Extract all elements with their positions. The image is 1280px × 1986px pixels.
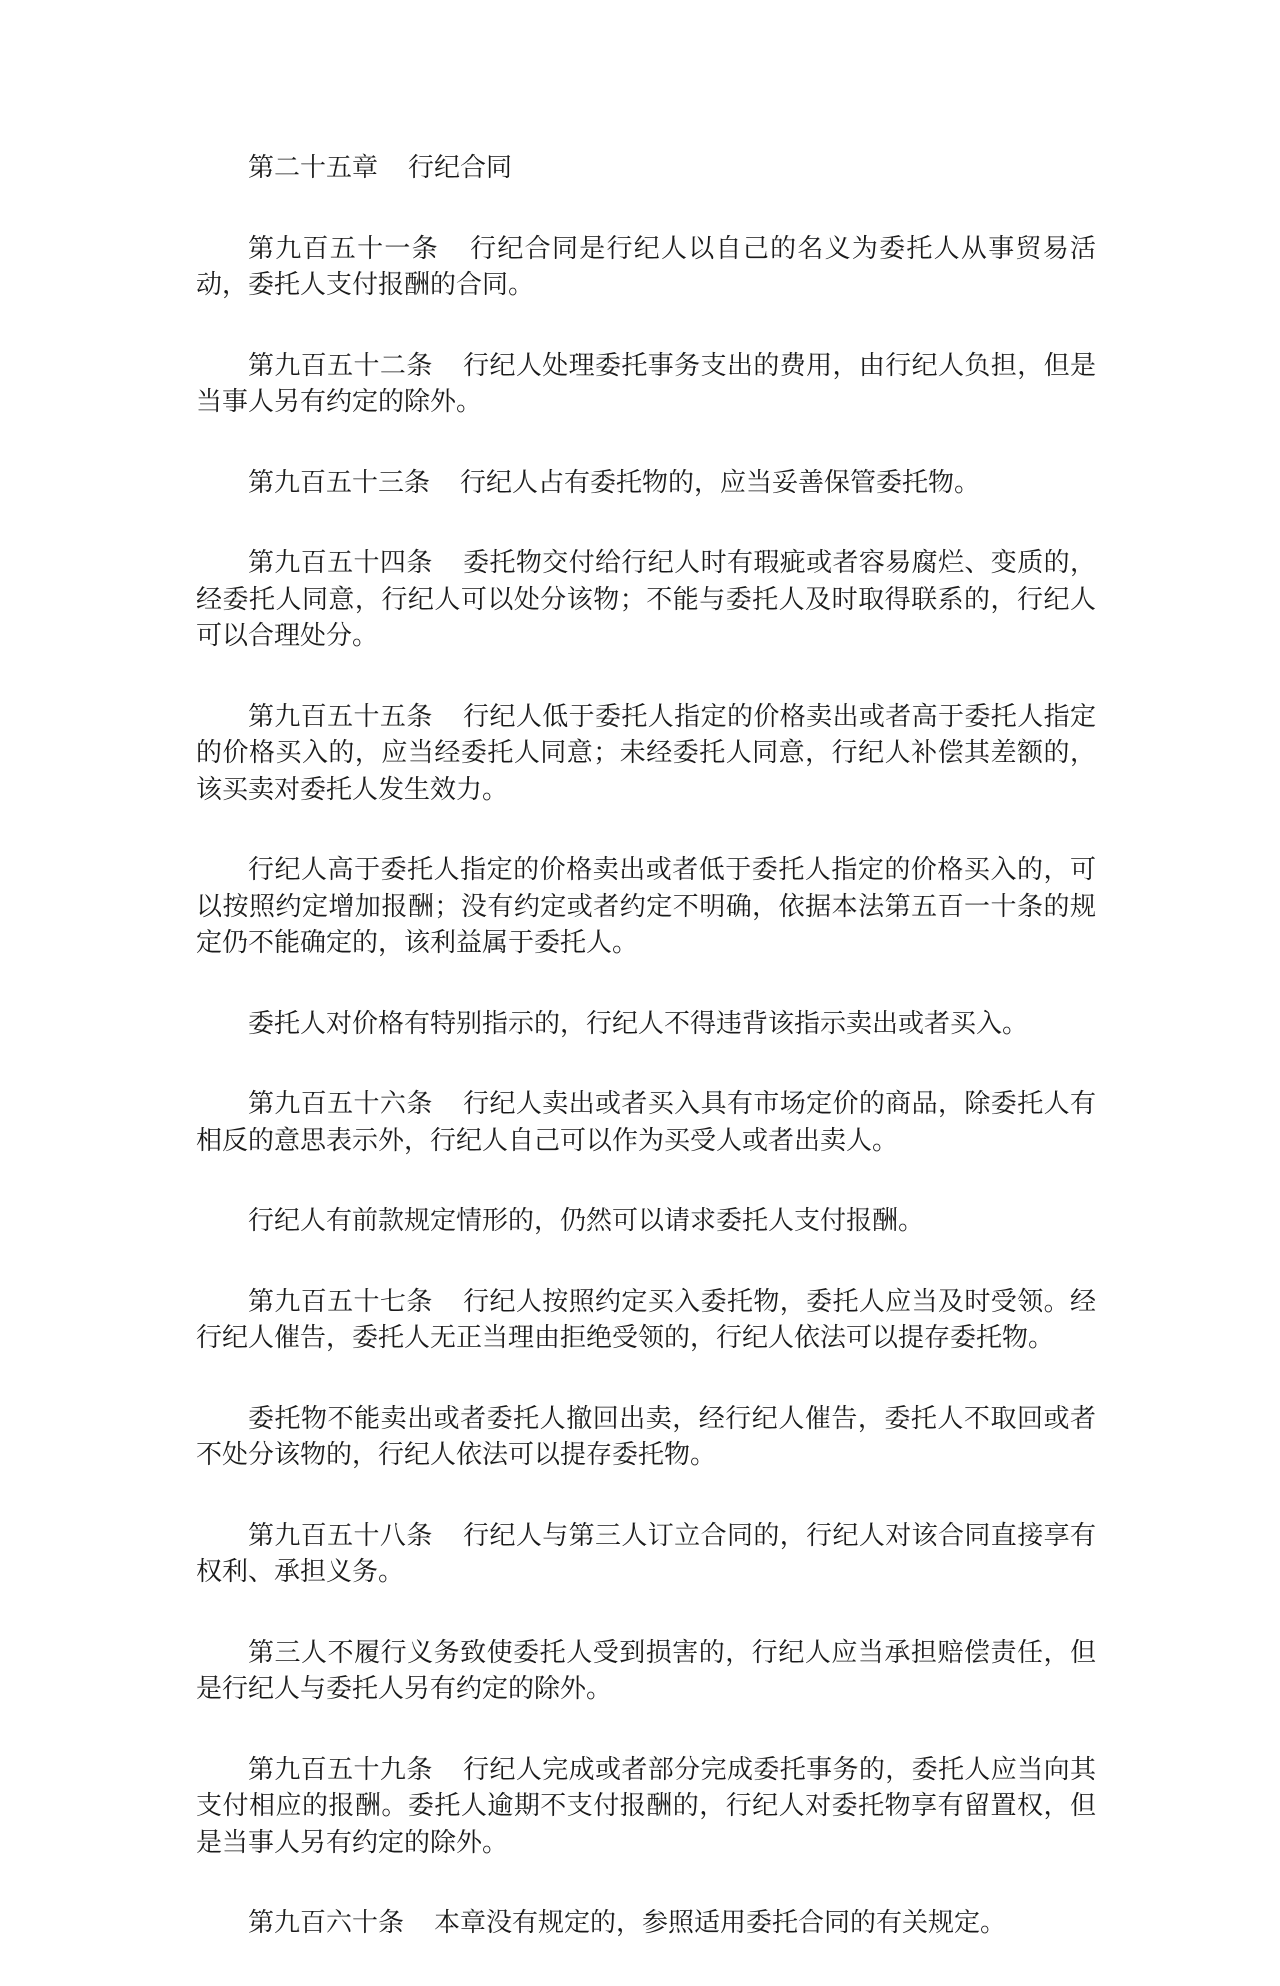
- paragraph-text: 行纪人有前款规定情形的，仍然可以请求委托人支付报酬。: [248, 1206, 925, 1236]
- article-text: 行纪人占有委托物的，应当妥善保管委托物。: [460, 467, 981, 498]
- document-page: [196, 150, 1096, 1986]
- article-956-paragraph-2: [196, 1203, 1096, 1240]
- article-label: 第九百五十四条: [248, 548, 433, 578]
- article-955: [196, 699, 1096, 809]
- article-text: 行纪合同是行纪人以自己的名义为委托人从事贸易活动，委托人支付报酬的合同。: [196, 233, 1096, 300]
- article-text: 行纪人按照约定买入委托物，委托人应当及时受领。经行纪人催告，委托人无正当理由拒绝受领的，行纪人依法可以提存委托物。: [196, 1286, 1096, 1353]
- article-960: [196, 1905, 1096, 1942]
- chapter-title: 行纪合同: [408, 153, 513, 183]
- article-text: 行纪人卖出或者买入具有市场定价的商品，除委托人有相反的意思表示外，行纪人自己可以作为买受人或者出卖人。: [196, 1089, 1096, 1156]
- article-959: [196, 1752, 1096, 1862]
- article-label: 第九百五十一条: [248, 233, 439, 264]
- chapter-number: 第二十五章: [248, 153, 379, 183]
- article-957: [196, 1284, 1096, 1357]
- article-955-paragraph-3: [196, 1006, 1096, 1043]
- article-953: [196, 465, 1096, 502]
- article-label: 第九百五十九条: [248, 1754, 433, 1785]
- article-label: 第九百五十八条: [248, 1520, 433, 1551]
- article-951: [196, 231, 1096, 304]
- article-955-paragraph-2: [196, 852, 1096, 962]
- article-954: [196, 545, 1096, 655]
- article-text: 委托物交付给行纪人时有瑕疵或者容易腐烂、变质的，经委托人同意，行纪人可以处分该物；不能与委托人及时取得联系的，行纪人可以合理处分。: [196, 548, 1096, 651]
- article-958-paragraph-2: [196, 1635, 1096, 1708]
- article-text: 行纪人处理委托事务支出的费用，由行纪人负担，但是当事人另有约定的除外。: [196, 350, 1096, 417]
- article-952: [196, 348, 1096, 421]
- article-label: 第九百五十二条: [248, 350, 433, 381]
- article-958: [196, 1518, 1096, 1591]
- article-label: 第九百五十三条: [248, 467, 431, 498]
- article-text: 行纪人完成或者部分完成委托事务的，委托人应当向其支付相应的报酬。委托人逾期不支付报酬的，行纪人对委托物享有留置权，但是当事人另有约定的除外。: [196, 1754, 1096, 1858]
- article-956: [196, 1086, 1096, 1159]
- article-957-paragraph-2: [196, 1401, 1096, 1474]
- article-label: 第九百五十五条: [248, 701, 433, 732]
- article-label: 第九百五十七条: [248, 1286, 433, 1317]
- article-text: 本章没有规定的，参照适用委托合同的有关规定。: [434, 1908, 1007, 1938]
- article-text: 行纪人低于委托人指定的价格卖出或者高于委托人指定的价格买入的，应当经委托人同意；未经委托人同意，行纪人补偿其差额的，该买卖对委托人发生效力。: [196, 701, 1096, 805]
- article-label: 第九百六十条: [248, 1908, 405, 1938]
- paragraph-text: 行纪人高于委托人指定的价格卖出或者低于委托人指定的价格买入的，可以按照约定增加报酬；没有约定或者约定不明确，依据本法第五百一十条的规定仍不能确定的，该利益属于委托人。: [196, 855, 1096, 958]
- article-label: 第九百五十六条: [248, 1089, 433, 1119]
- paragraph-text: 第三人不履行义务致使委托人受到损害的，行纪人应当承担赔偿责任，但是行纪人与委托人另有约定的除外。: [196, 1637, 1096, 1704]
- paragraph-text: 委托人对价格有特别指示的，行纪人不得违背该指示卖出或者买入。: [248, 1008, 1029, 1039]
- article-text: 行纪人与第三人订立合同的，行纪人对该合同直接享有权利、承担义务。: [196, 1520, 1096, 1587]
- chapter-heading: [196, 150, 1096, 187]
- paragraph-text: 委托物不能卖出或者委托人撤回出卖，经行纪人催告，委托人不取回或者不处分该物的，行纪人依法可以提存委托物。: [196, 1403, 1096, 1470]
